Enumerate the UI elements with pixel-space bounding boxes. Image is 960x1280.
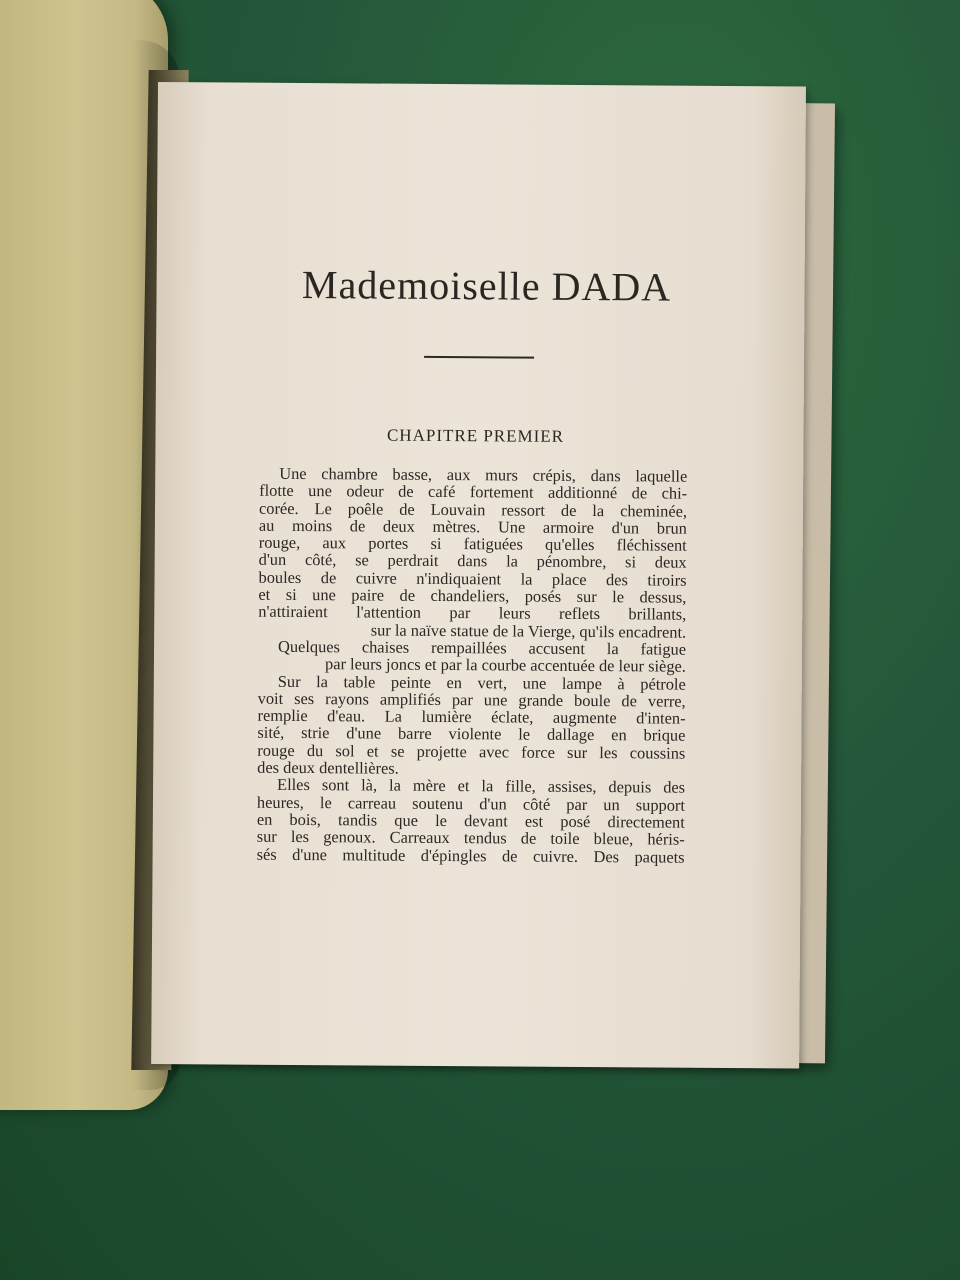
text-line: sés d'une multitude d'épingles de cuivre. Des paquets [256,844,685,867]
text-line: rouge du sol et se projette avec force sur les coussins [257,740,686,763]
text-line: Une chambre basse, aux murs crépis, dans laquelle [279,463,688,486]
text-line: rouge, aux portes si fatiguées qu'elles fléchissent [258,532,687,555]
text-line: voit ses rayons amplifiés par une grande boule de verre, [257,688,686,711]
text-line: des deux dentellières. [257,757,399,778]
text-line: n'attiraient l'attention par leurs reflets brillants, [258,602,687,625]
text-line: sur la naïve statue de la Vierge, qu'ils encadrent. [370,620,687,642]
right-page [151,82,806,1068]
text-line: sur les genoux. Carreaux tendus de toile bleue, héris- [256,826,685,849]
text-line: au moins de deux mètres. Une armoire d'un brun [258,515,687,538]
book-title: Mademoiselle DADA [301,262,672,310]
title-rule [424,356,534,359]
text-line: corée. Le poêle de Louvain ressort de la cheminée, [258,498,688,521]
text-line: Quelques chaises rempaillées accusent la fatigue [277,636,687,659]
text-line: sité, strie d'une barre violente le dallage en brique [257,723,686,746]
text-line: en bois, tandis que le devant est posé directement [256,809,685,832]
text-line: Sur la table peinte en vert, une lampe à pétrole [277,671,686,694]
text-line: d'un côté, se perdrait dans la pénombre, si deux [258,550,687,573]
text-line: heures, le carreau soutenu d'un côté par un support [256,792,686,815]
text-line: remplie d'eau. La lumière éclate, augmente d'inten- [257,705,686,728]
body-text [257,465,688,866]
text-line: par leurs joncs et par la courbe accentuée de leur siège. [325,654,686,676]
text-line: Elles sont là, la mère et la fille, assises, depuis des [277,775,686,798]
text-line: boules de cuivre n'indiquaient la place des tiroirs [258,567,687,590]
chapter-heading: CHAPITRE PREMIER [386,425,565,446]
text-line: et si une paire de chandeliers, posés sur le dessus, [258,584,687,607]
text-line: flotte une odeur de café fortement additionné de chi- [259,481,688,504]
